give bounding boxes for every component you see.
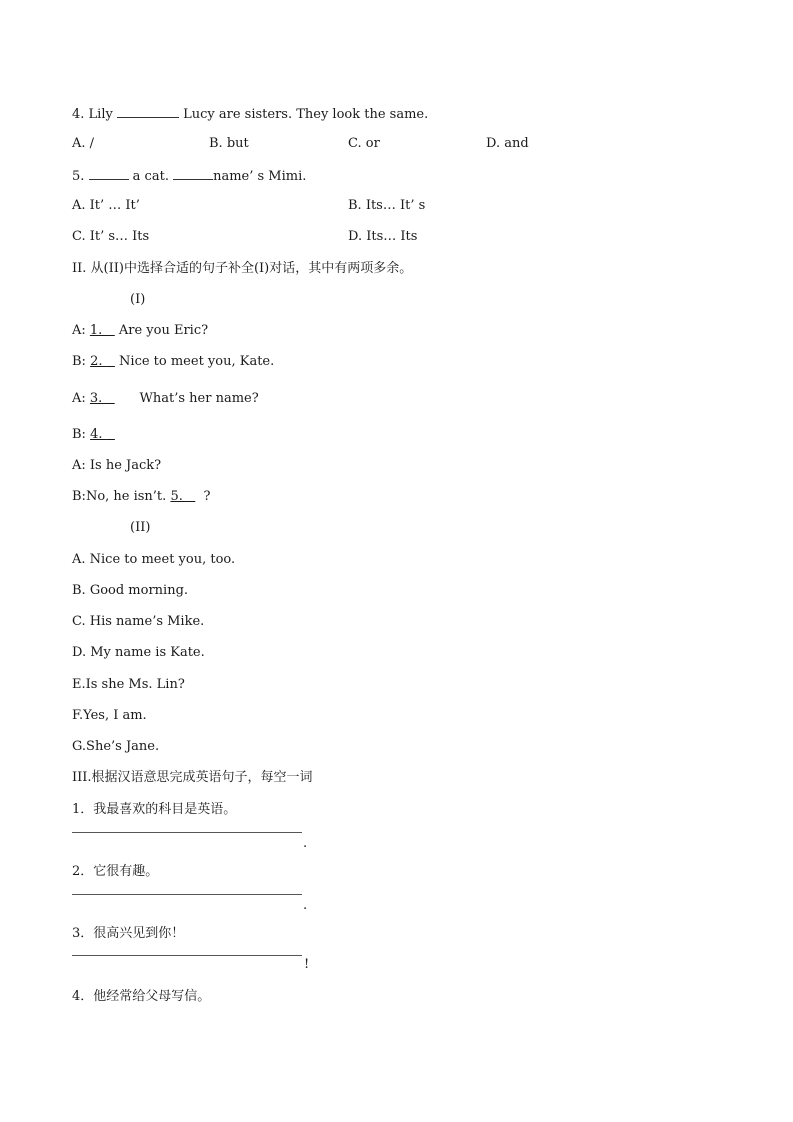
section3-prompt-2: 2．它很有趣。 [72,864,159,879]
dialog-blank-1: 1. [89,323,107,338]
dialog-line-5 [72,458,161,474]
dialog-text: ? [203,489,211,504]
choice-e: E.Is she Ms. Lin? [72,677,185,692]
dialog-line-2 [72,354,274,370]
q5-stem [72,167,306,185]
dialog-line-4 [72,427,115,443]
choice-d: D. My name is Kate. [72,645,205,660]
dialog-speaker: B: [72,489,86,504]
dialog-speaker: A: [72,323,90,338]
dialog-text: Are you Eric? [118,323,209,338]
q5-option-d: D. Its… Its [348,229,418,244]
choice-b: B. Good morning. [72,583,189,598]
dialog-blank-5: 5. [170,489,187,504]
answer-end-1: . [303,836,308,851]
section3-prompt-4: 4．他经常给父母写信。 [72,989,211,1004]
q5-stem-end: name’ s Mimi. [213,169,307,184]
q4-option-d: D. and [486,136,529,151]
choice-c: C. His name’s Mike. [72,614,205,629]
answer-line-3[interactable] [72,955,302,956]
q5-option-a: A. It’ … It’ [72,198,140,213]
dialog-prefix: No, he isn’t. [85,489,171,504]
q4-option-a: A. / [72,136,95,151]
section3-prompt-1: 1．我最喜欢的科目是英语。 [72,802,237,817]
section3-prompt-3: 3．很高兴见到你！ [72,926,185,941]
q4-stem [72,105,428,123]
q5-option-b: B. Its… It’ s [348,198,426,213]
section2-title: II. 从(II)中选择合适的句子补全(I)对话，其中有两项多余。 [72,261,413,276]
dialog-text: Nice to meet you, Kate. [119,354,275,369]
q5-blank-2 [173,167,213,180]
q4-stem-start: 4. Lily [72,107,117,122]
answer-line-1[interactable] [72,832,302,833]
dialog-speaker: B: [72,354,91,369]
dialog-line-3 [72,391,259,407]
dialog-text: Is he Jack? [89,458,162,473]
section2-part2-label: (II) [130,520,151,535]
section3-title: III.根据汉语意思完成英语句子，每空一词 [72,770,313,785]
q5-option-c: C. It’ s… Its [72,229,150,244]
q4-option-c: C. or [348,136,380,151]
answer-line-2[interactable] [72,894,302,895]
dialog-speaker: A: [72,458,90,473]
dialog-blank-3: 3. [89,391,107,406]
section2-part1-label: (I) [130,292,146,307]
q4-blank [117,105,179,118]
choice-f: F.Yes, I am. [72,708,147,723]
q4-stem-end: Lucy are sisters. They look the same. [178,107,429,122]
q5-blank-1 [89,167,129,180]
dialog-blank-4: 4. [90,427,107,442]
choice-a: A. Nice to meet you, too. [72,552,236,567]
dialog-line-6 [72,489,211,505]
q5-stem-start: 5. [72,169,89,184]
dialog-blank-2: 2. [90,354,107,369]
answer-end-3: ! [304,957,310,972]
q4-option-b: B. but [209,136,249,151]
answer-end-2: . [303,898,308,913]
choice-g: G.She’s Jane. [72,739,160,754]
dialog-text: What’s her name? [139,391,259,406]
q5-stem-mid: a cat. [128,169,174,184]
dialog-line-1 [72,323,208,339]
dialog-speaker: A: [72,391,90,406]
dialog-speaker: B: [72,427,91,442]
